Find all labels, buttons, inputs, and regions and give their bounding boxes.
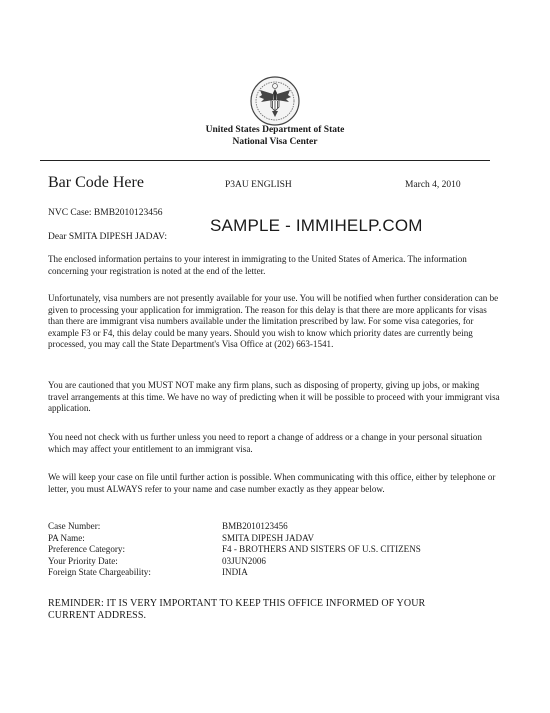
nvc-case: NVC Case: BMB2010123456 bbox=[48, 208, 163, 218]
paragraph bbox=[48, 380, 500, 415]
paragraph-text: You are cautioned that you MUST NOT make any firm plans, such as disposing of property, giving up jobs, or making travel arrangements at this time. We have no way of predicting when it will be possible to proceed with your immigrant visa application. bbox=[48, 380, 500, 414]
info-label: PA Name: bbox=[48, 532, 85, 543]
info-row bbox=[48, 533, 508, 545]
sample-watermark: SAMPLE - IMMIHELP.COM bbox=[210, 216, 423, 235]
info-row bbox=[48, 556, 508, 568]
salutation: Dear SMITA DIPESH JADAV: bbox=[48, 232, 167, 242]
header-divider bbox=[40, 160, 490, 161]
info-row bbox=[48, 544, 508, 556]
barcode-placeholder: Bar Code Here bbox=[48, 174, 144, 191]
paragraph bbox=[48, 254, 500, 277]
paragraph-text: We will keep your case on file until further action is possible. When communicating with this office, either by telephone or letter, you must ALWAYS refer to your name and case number exactly as they appear below. bbox=[48, 472, 496, 494]
info-value: 03JUN2006 bbox=[222, 555, 266, 566]
paragraph bbox=[48, 472, 500, 495]
paragraph-text: You need not check with us further unless you need to report a change of address or a change in your personal situation which may affect your entitlement to an immigrant visa. bbox=[48, 432, 482, 454]
letter-date: March 4, 2010 bbox=[405, 180, 461, 190]
department-name: United States Department of State bbox=[205, 125, 345, 135]
case-info-table bbox=[48, 521, 508, 579]
reminder-text: REMINDER: IT IS VERY IMPORTANT TO KEEP THIS OFFICE INFORMED OF YOUR CURRENT ADDRESS. bbox=[48, 598, 426, 621]
info-value: INDIA bbox=[222, 567, 248, 578]
info-row bbox=[48, 567, 508, 579]
info-value: SMITA DIPESH JADAV bbox=[222, 532, 315, 543]
info-label: Preference Category: bbox=[48, 544, 126, 555]
letter-code: P3AU ENGLISH bbox=[225, 180, 292, 190]
center-name: National Visa Center bbox=[232, 137, 318, 147]
department-seal-icon bbox=[250, 76, 300, 126]
info-label: Your Priority Date: bbox=[48, 555, 118, 566]
info-label: Case Number: bbox=[48, 521, 101, 531]
info-row bbox=[48, 521, 508, 533]
info-value: BMB2010123456 bbox=[222, 521, 288, 531]
paragraph-text: The enclosed information pertains to your interest in immigrating to the United States of America. The information concerning your registration is noted at the end of the letter. bbox=[48, 254, 467, 276]
paragraph bbox=[48, 432, 500, 455]
info-label: Foreign State Chargeability: bbox=[48, 567, 151, 578]
info-value: F4 - BROTHERS AND SISTERS OF U.S. CITIZENS bbox=[222, 544, 421, 555]
paragraph-text: Unfortunately, visa numbers are not presently available for your use. You will be notified when further consideration can be given to processing your application for immigration. The reason for this delay is that there are more applicants for visas than there are immigrant visa numbers available under the limitation prescribed by law. For some visa categories, for example F3 or F4, this delay could be many years. Should you wish to know which priority dates are currently being processed, you may call the State Department's Visa Office at (202) 663-1541. bbox=[48, 293, 499, 350]
paragraph bbox=[48, 293, 500, 351]
